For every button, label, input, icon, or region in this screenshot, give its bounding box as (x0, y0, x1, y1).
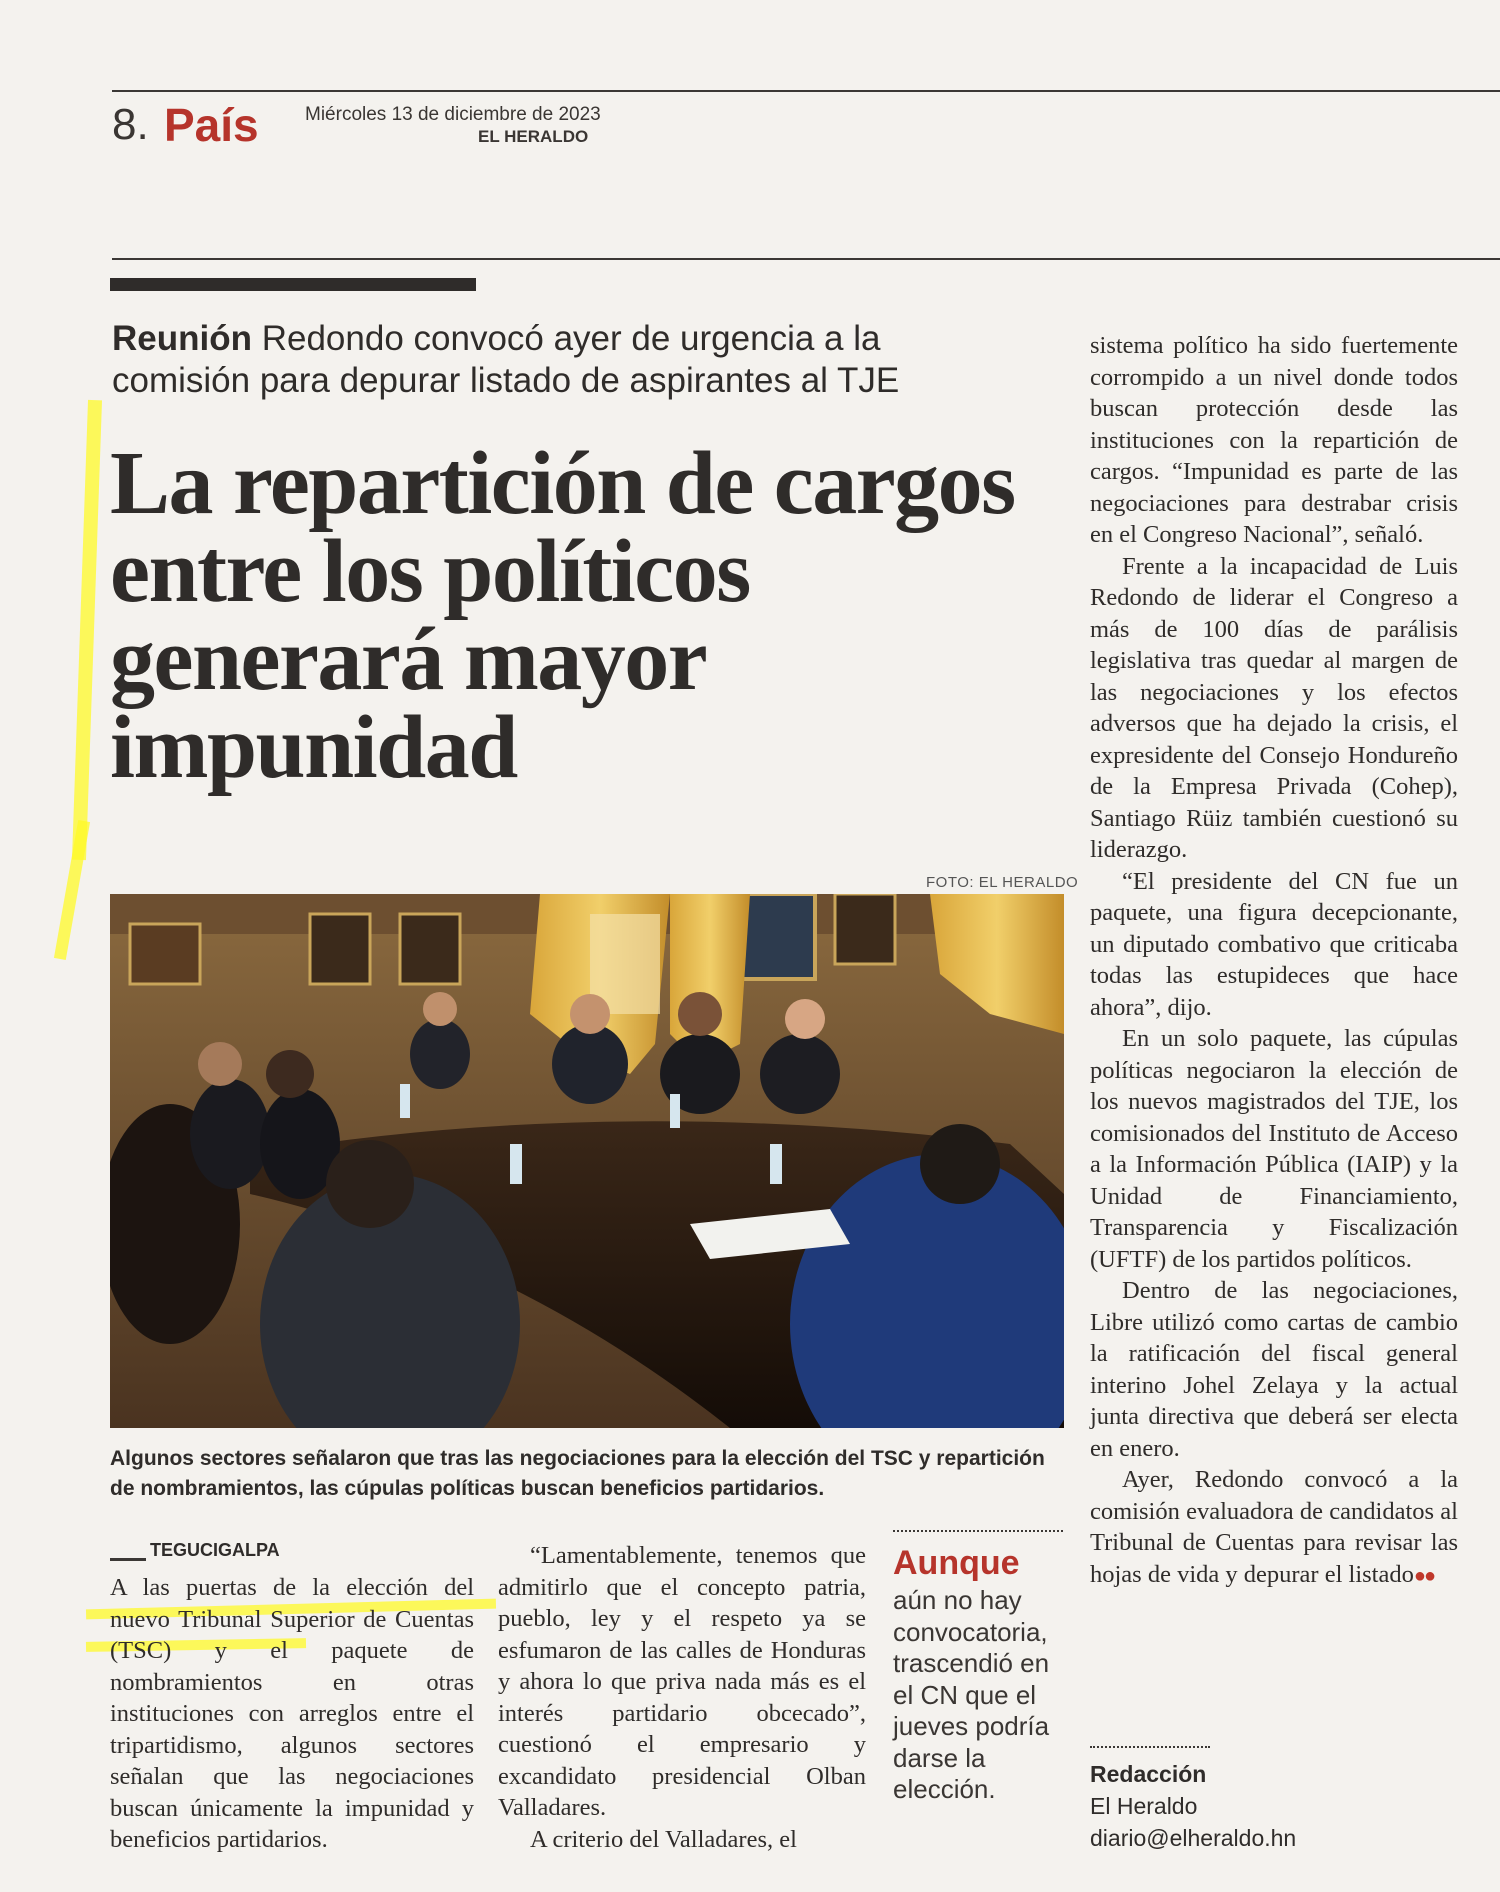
paragraph: Frente a la incapacidad de Luis Redondo de liderar el Congreso a más de 100 días de parálisis legislativa tras quedar al margen de las negociaciones y los efectos adversos que ha dejado la crisis, el expresidente del Consejo Hondureño de la Empresa Privada (Cohep), Santiago Rüiz también cuestionó su liderazgo. (1090, 552, 1458, 863)
byline-email: diario@elheraldo.hn (1090, 1825, 1297, 1851)
deck-lead: Reunión (112, 319, 252, 358)
top-rule (112, 90, 1500, 92)
paragraph: A criterio del Valladares, el (530, 1825, 797, 1853)
paragraph-last-text: Ayer, Redondo convocó a la comisión evaluadora de candidatos al Tribunal de Cuentas para revisar las hojas de vida y depurar el listado (1090, 1466, 1458, 1588)
paragraph: A las puertas de la elección del nuevo Tribunal Superior de Cuentas (TSC) y el paquete de nombramientos en otras instituciones con arreglos entre el tripartidismo, algunos sectores señalan que las negociaciones buscan únicamente la impunidad y beneficios partidarios. (110, 1574, 474, 1853)
meeting-photo (110, 894, 1064, 1428)
article-column-3 (1090, 330, 1458, 1592)
article-column-1 (110, 1572, 474, 1856)
paragraph: En un solo paquete, las cúpulas políticas negociaron la elección de los nuevos magistrados del TJE, los comisionados del Instituto de Acceso a la Información Pública (IAIP) y la Unidad de Financiamiento, Transparencia y Fiscalización (UFTF) de los partidos políticos. (1090, 1025, 1458, 1273)
paragraph: “El presidente del CN fue un paquete, una figura decepcionante, un diputado combativo que criticaba todas las estupideces que hace ahora”, dijo. (1090, 867, 1458, 1021)
page-number: 8. (112, 100, 149, 149)
headline: La repartición de cargos entre los políticos generará mayor impunidad (110, 434, 1015, 797)
byline-outlet: El Heraldo (1090, 1793, 1198, 1819)
sidebar-lead: Aunque (893, 1544, 1020, 1582)
paragraph-last (1090, 1464, 1458, 1592)
photo-credit: FOTO: EL HERALDO (926, 874, 1079, 891)
deck (112, 318, 1012, 402)
section-title: País (164, 99, 259, 151)
dateline-bar (110, 1558, 146, 1561)
end-mark-icon: ●● (1413, 1564, 1435, 1587)
sidebar-text: aún no hay convocatoria, trascendió en el CN que el jueves podría darse la elección. (893, 1585, 1050, 1804)
deck-text: Redondo convocó ayer de urgencia a la comisión para depurar listado de aspirantes al TJE (112, 319, 900, 400)
newspaper-name: EL HERALDO (478, 127, 589, 146)
dateline: TEGUCIGALPA (150, 1540, 280, 1560)
header-bottom-rule (112, 258, 1500, 260)
byline-name: Redacción (1090, 1761, 1207, 1787)
photo-caption: Algunos sectores señalaron que tras las negociaciones para la elección del TSC y repartición de nombramientos, las cúpulas políticas buscan beneficios partidarios. (110, 1447, 1045, 1500)
highlighter-vertical-mark (72, 400, 102, 860)
deck-bar (110, 278, 476, 291)
issue-date: Miércoles 13 de diciembre de 2023 (305, 104, 601, 125)
paragraph: Dentro de las negociaciones, Libre utilizó como cartas de cambio la ratificación del fiscal general interino Johel Zelaya y la actual junta directiva que deberá ser electa en enero. (1090, 1277, 1458, 1462)
paragraph: “Lamentablemente, tenemos que admitirlo que el concepto patria, pueblo, ley y el respeto ya se esfumaron de las calles de Honduras y ahora lo que priva nada más es el interés partidario obcecado”, cuestionó el empresario y excandidato presidencial Olban Valladares. (498, 1542, 866, 1821)
article-column-2 (498, 1540, 866, 1855)
sidebar-divider (893, 1530, 1063, 1532)
paragraph: sistema político ha sido fuertemente corrompido a un nivel donde todos buscan protección desde las instituciones con la repartición de cargos. “Impunidad es parte de las negociaciones para destrabar crisis en el Congreso Nacional”, señaló. (1090, 332, 1458, 548)
byline (1090, 1758, 1450, 1854)
byline-divider (1090, 1746, 1210, 1748)
